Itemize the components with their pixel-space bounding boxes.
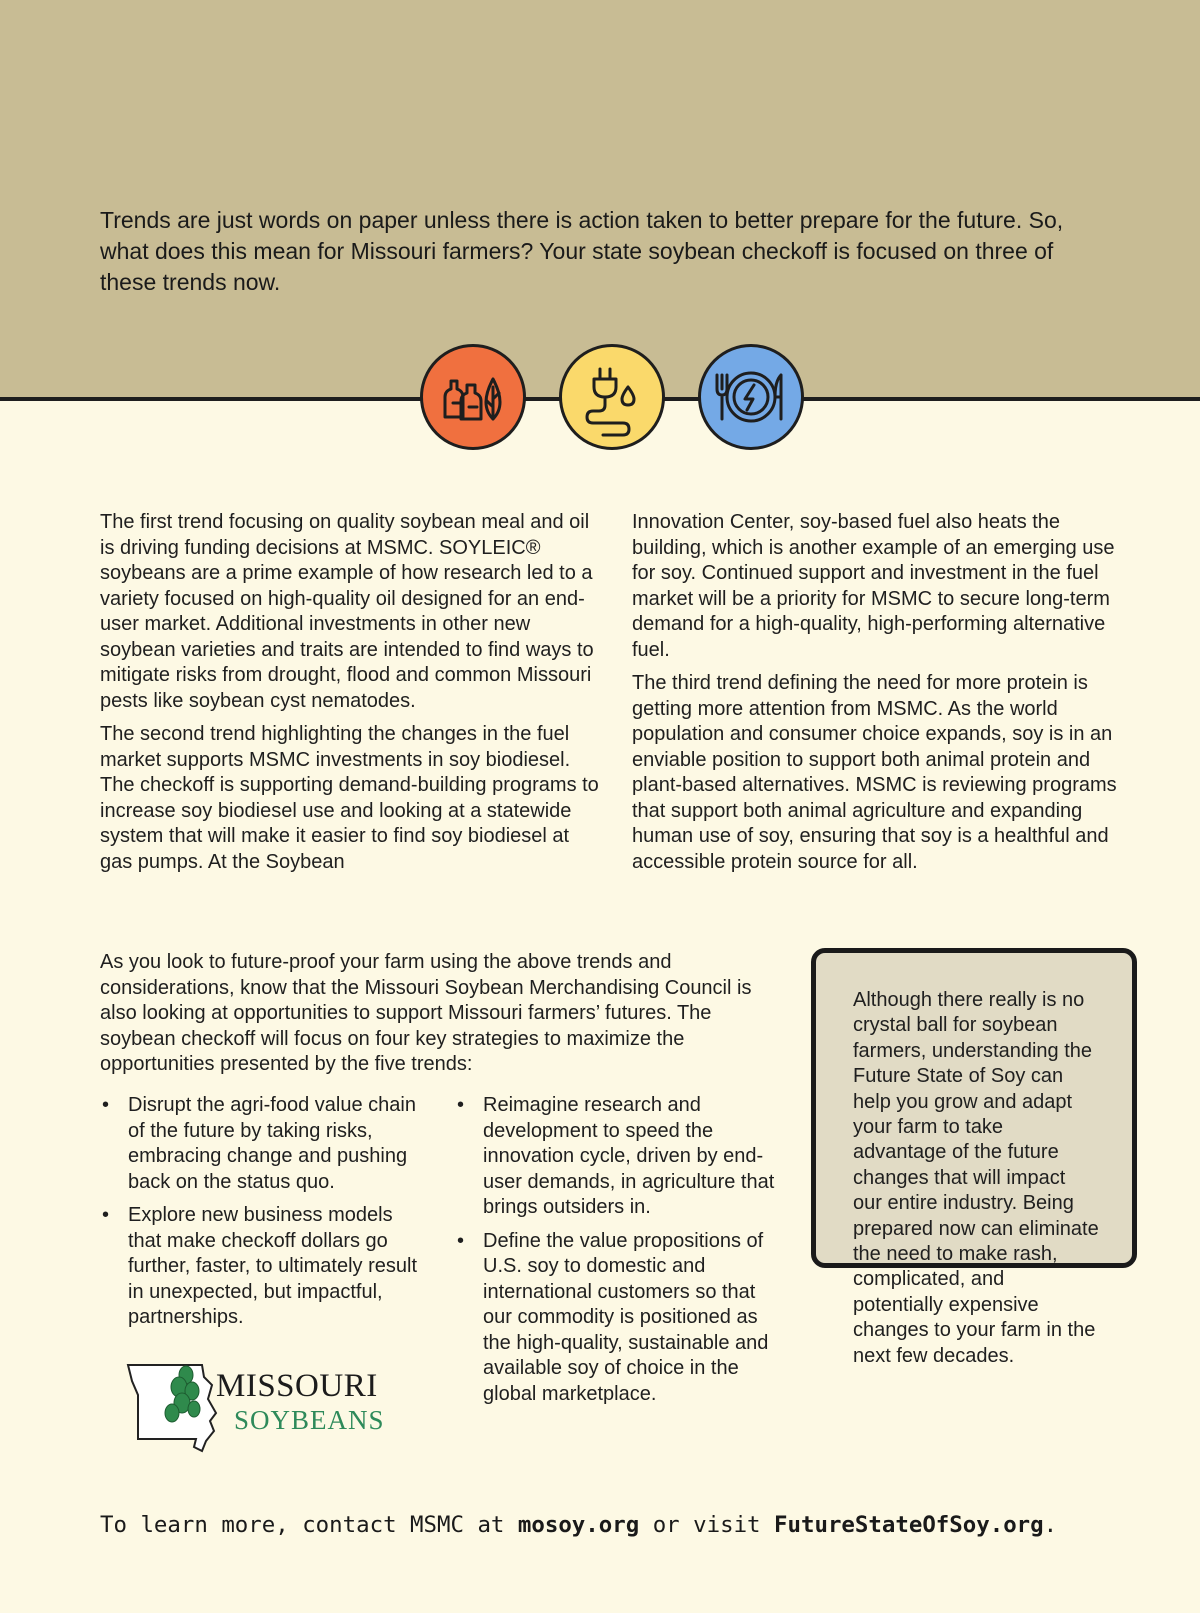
- protein-plate-icon: [698, 344, 804, 450]
- second-trend-continued-paragraph: Innovation Center, soy-based fuel also heats the building, which is another example of an emerging use for soy. Continued support and investment in the fuel market will be a priority for MSMC to secure long-term demand for a high-quality, high-performing alternative fuel.: [632, 511, 1115, 661]
- futurestateofsoy-link[interactable]: FutureStateOfSoy.org: [774, 1512, 1044, 1538]
- strategies-list-left: [100, 1093, 430, 1339]
- missouri-soybeans-logo: [124, 1355, 384, 1455]
- missouri-state-outline-icon: [124, 1355, 224, 1455]
- list-item: • Reimagine research and development to speed the innovation cycle, driven by end-user demands, in agriculture that brings outsiders in.: [455, 1093, 785, 1221]
- logo-subtitle: SOYBEANS: [234, 1405, 385, 1435]
- mosoy-link[interactable]: mosoy.org: [517, 1512, 640, 1538]
- list-item: • Define the value propositions of U.S. soy to domestic and international customers so that our commodity is positioned as the high-quality, sustainable and available soy of choice in the global marketplace.: [455, 1229, 785, 1408]
- intro-text: Trends are just words on paper unless there is action taken to better prepare for the future. So, what does this mean for Missouri farmers? Your state soybean checkoff is focused on three of these trends now.: [100, 207, 1064, 295]
- second-trend-paragraph: The second trend highlighting the changes in the fuel market supports MSMC investments in soy biodiesel. The checkoff is supporting demand-building programs to increase soy biodiesel use and looking at a statewide system that will make it easier to find soy biodiesel at gas pumps. At the Soybean: [100, 723, 599, 873]
- list-item: • Explore new business models that make checkoff dollars go further, faster, to ultimately result in unexpected, but impactful, partnerships.: [100, 1203, 430, 1331]
- strategies-intro: As you look to future-proof your farm using the above trends and considerations, know that the Missouri Soybean Merchandising Council is also looking at opportunities to support Missouri farmers’ futures. The soybean checkoff will focus on four key strategies to maximize the opportunities presented by the five trends:: [100, 951, 752, 1075]
- third-trend-paragraph: The third trend defining the need for more protein is getting more attention from MSMC. As the world population and consumer choice expands, soy is in an enviable position to support both animal protein and plant-based alternatives. MSMC is reviewing programs that support both animal agriculture and expanding human use of soy, ensuring that soy is a healthful and accessible protein source for all.: [632, 672, 1117, 873]
- trends-column-right: [632, 510, 1132, 883]
- trend-icons: [420, 344, 805, 456]
- footer-prefix: To learn more, contact MSMC at: [100, 1512, 518, 1538]
- logo-title: MISSOURI: [216, 1368, 378, 1404]
- first-trend-paragraph: The first trend focusing on quality soybean meal and oil is driving funding decisions at MSMC. SOYLEIC® soybeans are a prime example of how research led to a variety focused on high-quality oil designed for an end-user market. Additional investments in other new soybean varieties and traits are intended to find ways to mitigate risks from drought, flood and common Missouri pests like soybean cyst nematodes.: [100, 511, 594, 712]
- list-item: • Disrupt the agri-food value chain of the future by taking risks, embracing change and pushing back on the status quo.: [100, 1093, 430, 1195]
- biofuel-plug-icon: [559, 344, 665, 450]
- callout-text: Although there really is no crystal ball for soybean farmers, understanding the Future State of Soy can help you grow and adapt your farm to take advantage of the future changes that will impact our entire industry. Being prepared now can eliminate the need to make rash, complicated, and potentially expensive changes to your farm in the next few decades.: [853, 989, 1099, 1367]
- footer-suffix: .: [1043, 1512, 1058, 1538]
- header-band: [0, 0, 1200, 401]
- trends-column-left: [100, 510, 600, 883]
- crystal-ball-callout: [811, 948, 1137, 1367]
- footer-contact: [100, 1512, 1057, 1538]
- strategies-list-right: [455, 1093, 785, 1415]
- footer-middle: or visit: [639, 1512, 775, 1538]
- meal-and-oil-icon: [420, 344, 526, 450]
